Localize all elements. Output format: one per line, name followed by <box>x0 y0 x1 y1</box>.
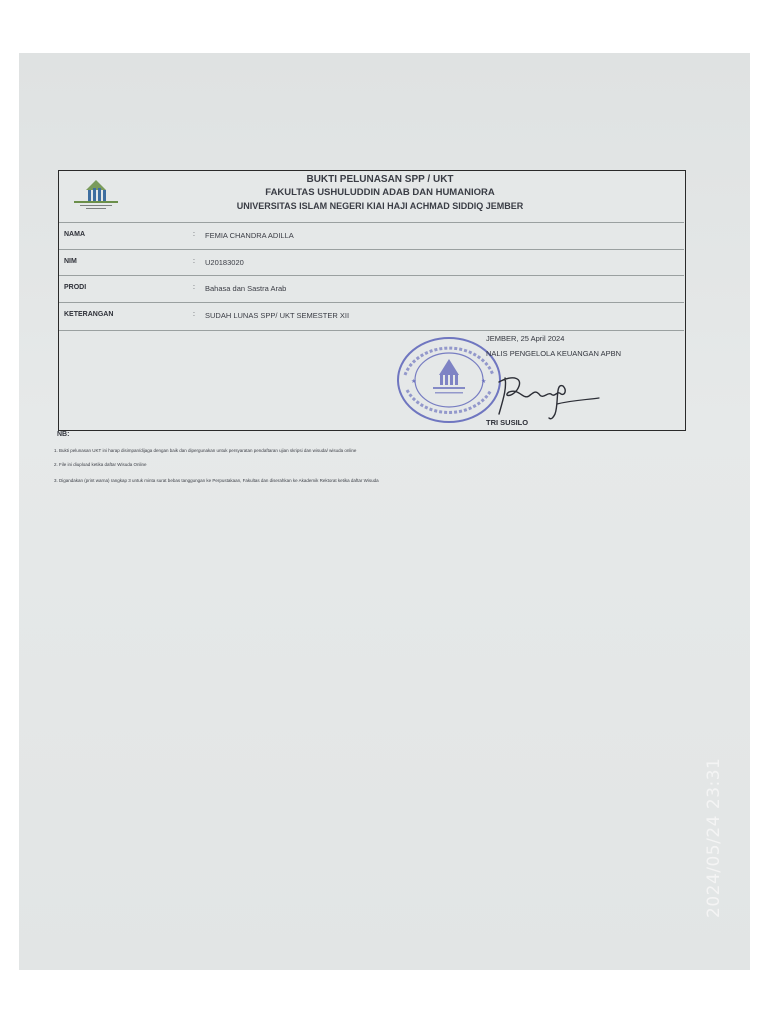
divider <box>59 302 684 303</box>
field-separator: : <box>193 311 195 318</box>
field-label-prodi: PRODI <box>64 284 87 291</box>
divider <box>59 249 684 250</box>
field-value-nama: FEMIA CHANDRA ADILLA <box>205 231 294 240</box>
divider <box>59 275 684 276</box>
svg-text:★: ★ <box>411 378 417 385</box>
divider <box>59 222 684 223</box>
nb-label: NB: <box>57 431 70 438</box>
note-item: 3. Digandakan (print warna) rangkap 3 untuk minta surat bebas tanggungan ke Perpustakaan, Fakultas dan diserahkan ke Akademik Rektorat ketika daftar Wisuda <box>54 478 379 483</box>
field-value-keterangan: SUDAH LUNAS SPP/ UKT SEMESTER XII <box>205 311 350 320</box>
handwritten-signature <box>485 360 605 422</box>
svg-text:★: ★ <box>481 378 487 385</box>
field-separator: : <box>193 231 195 238</box>
signature-date: JEMBER, 25 April 2024 <box>486 334 565 343</box>
field-label-nama: NAMA <box>64 231 85 238</box>
signatory-title: NALIS PENGELOLA KEUANGAN APBN <box>486 349 622 358</box>
field-label-nim: NIM <box>64 258 77 265</box>
note-item: 2. File ini diupload ketika daftar Wisuda Online <box>54 462 147 467</box>
document-title: BUKTI PELUNASAN SPP / UKT <box>306 174 454 185</box>
field-value-prodi: Bahasa dan Sastra Arab <box>205 284 287 293</box>
note-item: 1. Bukti pelunasan UKT ini harap disimpan/dijaga dengan baik dan dipergunakan untuk persyaratan pendaftaran ujian skripsi dan wisuda/ wisuda online <box>54 448 357 453</box>
university-name: UNIVERSITAS ISLAM NEGERI KIAI HAJI ACHMAD SIDDIQ JEMBER <box>236 201 524 211</box>
photo-timestamp: 2024/05/24 23:31 <box>704 757 724 918</box>
signatory-name: TRI SUSILO <box>486 418 529 427</box>
field-value-nim: U20183020 <box>205 258 244 267</box>
field-label-keterangan: KETERANGAN <box>64 311 114 318</box>
faculty-name: FAKULTAS USHULUDDIN ADAB DAN HUMANIORA <box>265 187 495 198</box>
field-separator: : <box>193 258 195 265</box>
divider <box>59 330 684 331</box>
university-logo <box>72 178 120 212</box>
field-separator: : <box>193 284 195 291</box>
